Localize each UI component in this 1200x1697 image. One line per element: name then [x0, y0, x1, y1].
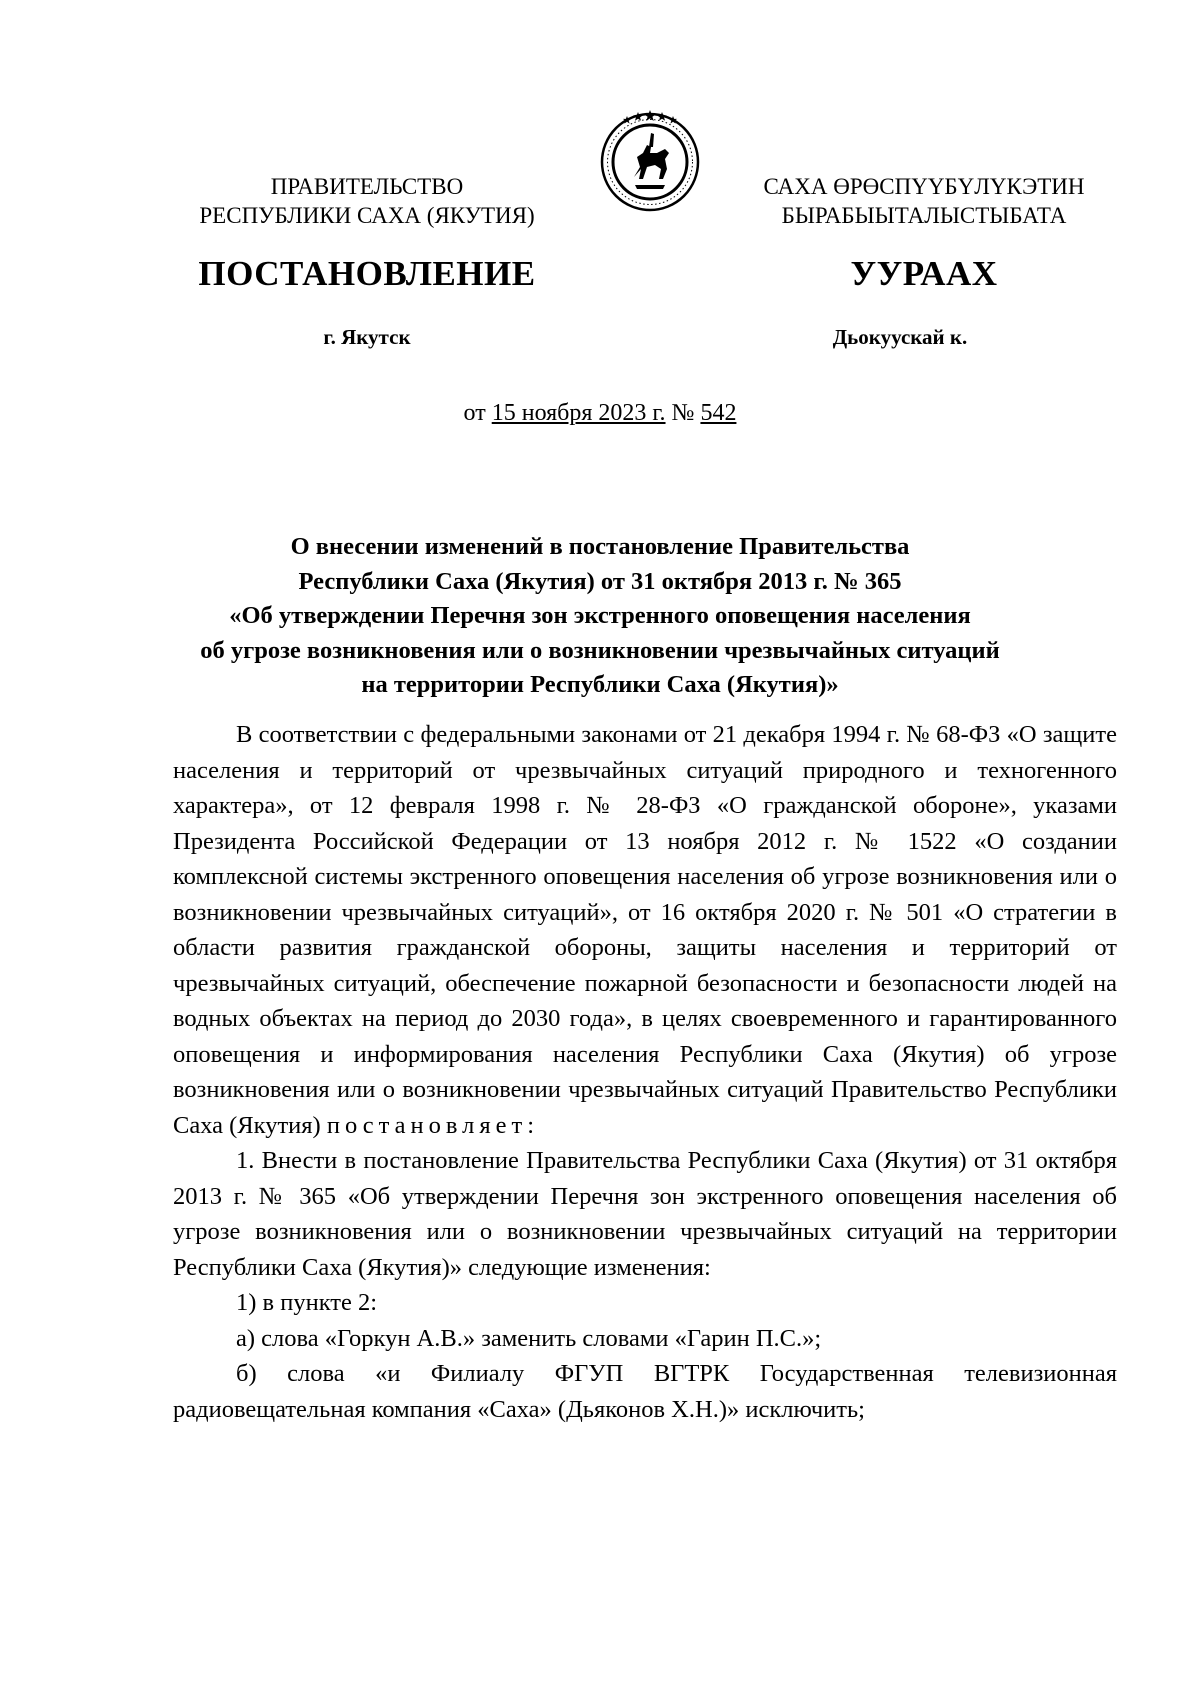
preamble-paragraph — [173, 717, 1117, 1143]
document-title — [150, 530, 1050, 703]
paragraph-subitem-b: б) слова «и Филиалу ФГУП ВГТРК Государственная телевизионная радиовещательная компания «Саха» (Дьяконов Х.Н.)» исключить; — [173, 1360, 1117, 1423]
preamble-text: В соответствии с федеральными законами от 21 декабря 1994 г. № 68-ФЗ «О защите населения и территорий от чрезвычайных ситуаций природного и техногенного характера», от 12 февраля 1998 г. № 28-ФЗ «О гражданской обороне», указами Президента Российской Федерации от 13 ноября 2012 г. № 1522 «О создании комплексной системы экстренного оповещения населения об угрозе возникновения или о возникновении чрезвычайных ситуаций», от 16 октября 2020 г. № 501 «О стратегии в области развития гражданской обороны, защиты населения и территорий от чрезвычайных ситуаций, обеспечение пожарной безопасности и безопасности людей на водных объектах на период до 2030 года», в целях своевременного и гарантированного оповещения и информирования населения Республики Саха (Якутия) об угрозе возникновения или о возникновении чрезвычайных ситуаций Правительство Республики Саха (Якутия) — [173, 721, 1117, 1139]
paragraph-subitem-a: а) слова «Горкун А.В.» заменить словами «Гарин П.С.»; — [236, 1324, 822, 1352]
document-type-sakha: УУРААХ — [850, 254, 998, 293]
org-line: САХА ӨРӨСПҮҮБҮЛҮКЭТИН — [763, 174, 1085, 199]
paragraph-subitem-1: 1) в пункте 2: — [236, 1289, 378, 1316]
document-date-number — [0, 400, 1200, 427]
coat-of-arms-emblem — [597, 107, 703, 213]
city-sakha: Дьокуускай к. — [832, 325, 968, 349]
org-line: ПРАВИТЕЛЬСТВО — [270, 174, 464, 199]
government-name-russian — [175, 172, 559, 230]
title-line: на территории Республики Саха (Якутия)» — [361, 671, 839, 698]
government-name-sakha — [738, 172, 1110, 230]
document-date: 15 ноября 2023 г. — [491, 400, 666, 426]
date-prefix: от — [463, 400, 486, 426]
title-line: об угрозе возникновения или о возникновении чрезвычайных ситуаций — [200, 636, 1000, 664]
document-type-russian: ПОСТАНОВЛЕНИЕ — [198, 254, 536, 293]
title-line: «Об утверждении Перечня зон экстренного оповещения населения — [229, 602, 971, 629]
city-russian: г. Якутск — [323, 325, 411, 349]
document-number: 542 — [700, 400, 737, 426]
org-line: БЫРАБЫЫТАЛЫСТЫБАТА — [781, 203, 1067, 228]
org-line: РЕСПУБЛИКИ САХА (ЯКУТИЯ) — [199, 203, 535, 228]
number-sign: № — [671, 400, 695, 426]
document-body — [173, 717, 1117, 1427]
title-line: Республики Саха (Якутия) от 31 октября 2013 г. № 365 — [298, 567, 902, 595]
title-line: О внесении изменений в постановление Правительства — [290, 533, 910, 560]
resolves-verb: постановляет: — [326, 1111, 540, 1139]
paragraph-item-1: 1. Внести в постановление Правительства Республики Саха (Якутия) от 31 октября 2013 г. № 365 «Об утверждении Перечня зон экстренного оповещения населения об угрозе возникновения или о возникновении чрезвычайных ситуаций на территории Республики Саха (Якутия)» следующие изменения: — [173, 1147, 1117, 1281]
